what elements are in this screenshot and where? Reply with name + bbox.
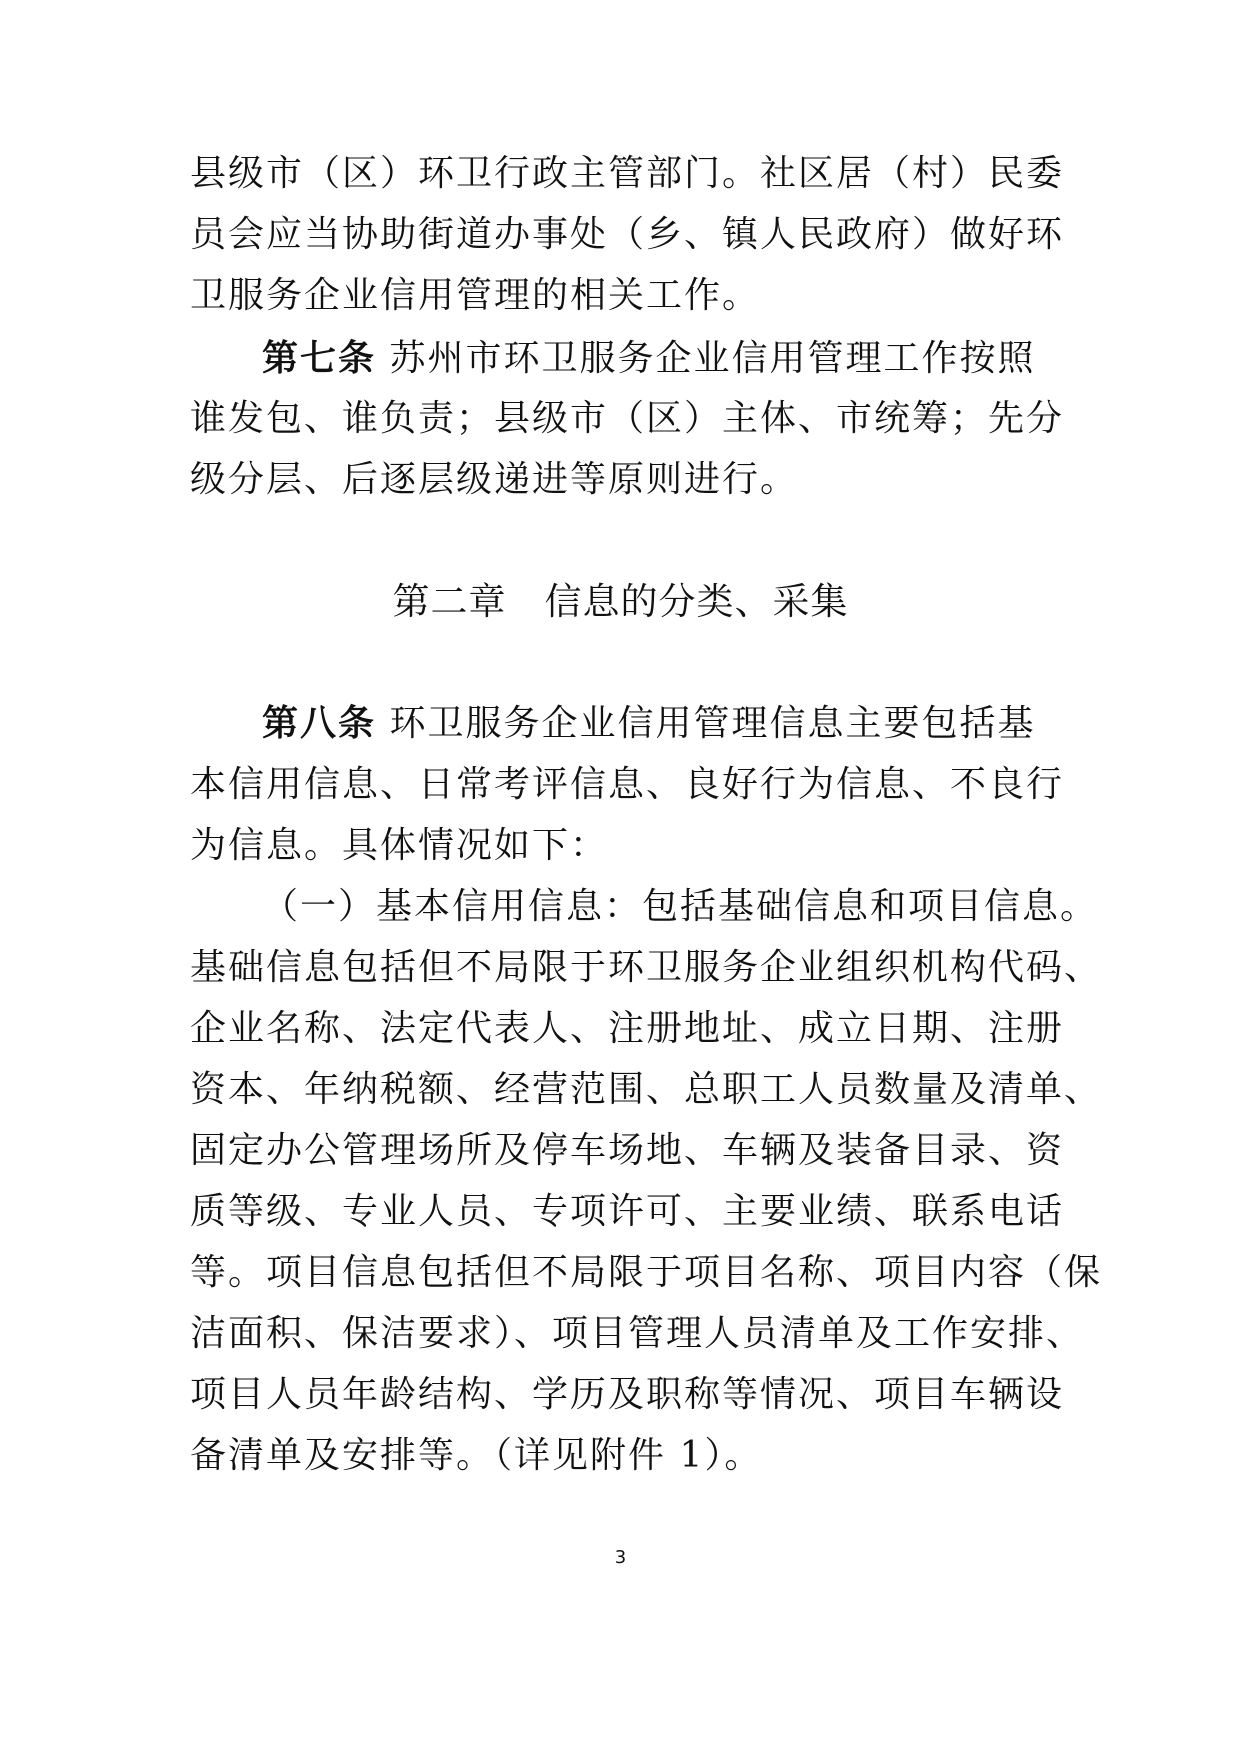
- text-line: （一）基本信用信息：包括基础信息和项目信息。: [262, 886, 1099, 927]
- text-line: 备清单及安排等。（详见附件 1）。: [190, 1435, 763, 1476]
- text-line: 员会应当协助街道办事处（乡、镇人民政府）做好环: [190, 214, 1065, 255]
- text-line: 县级市（区）环卫行政主管部门。社区居（村）民委: [190, 153, 1065, 194]
- article-8-text: 环卫服务企业信用管理信息主要包括基: [376, 703, 1036, 744]
- text-line: 企业名称、法定代表人、注册地址、成立日期、注册: [190, 1008, 1065, 1049]
- text-line: 谁发包、谁负责；县级市（区）主体、市统筹；先分: [190, 398, 1065, 439]
- text-line: 质等级、专业人员、专项许可、主要业绩、联系电话: [190, 1191, 1065, 1232]
- text-line: 卫服务企业信用管理的相关工作。: [190, 275, 761, 316]
- text-line: 资本、年纳税额、经营范围、总职工人员数量及清单、: [190, 1069, 1103, 1110]
- text-line: 级分层、后逐层级递进等原则进行。: [190, 459, 799, 500]
- text-line: 基础信息包括但不局限于环卫服务企业组织机构代码、: [190, 947, 1103, 988]
- text-line: 等。项目信息包括但不局限于项目名称、项目内容（保: [190, 1252, 1103, 1293]
- text-line: 固定办公管理场所及停车场地、车辆及装备目录、资: [190, 1130, 1065, 1171]
- article-8-label: 第八条: [262, 702, 377, 744]
- text-line: 项目人员年龄结构、学历及职称等情况、项目车辆设: [190, 1374, 1065, 1415]
- page-number: 3: [614, 1547, 627, 1568]
- text-line: 为信息。具体情况如下：: [190, 825, 609, 866]
- article-8-line: [262, 703, 1035, 744]
- chapter-heading: 第二章 信息的分类、采集: [392, 580, 849, 623]
- text-line: 本信用信息、日常考评信息、良好行为信息、不良行: [190, 764, 1065, 805]
- article-7-label: 第七条: [262, 337, 377, 379]
- article-7-text: 苏州市环卫服务企业信用管理工作按照: [376, 338, 1036, 379]
- text-line: 洁面积、保洁要求）、项目管理人员清单及工作安排、: [190, 1313, 1085, 1354]
- article-7-line: [262, 338, 1035, 379]
